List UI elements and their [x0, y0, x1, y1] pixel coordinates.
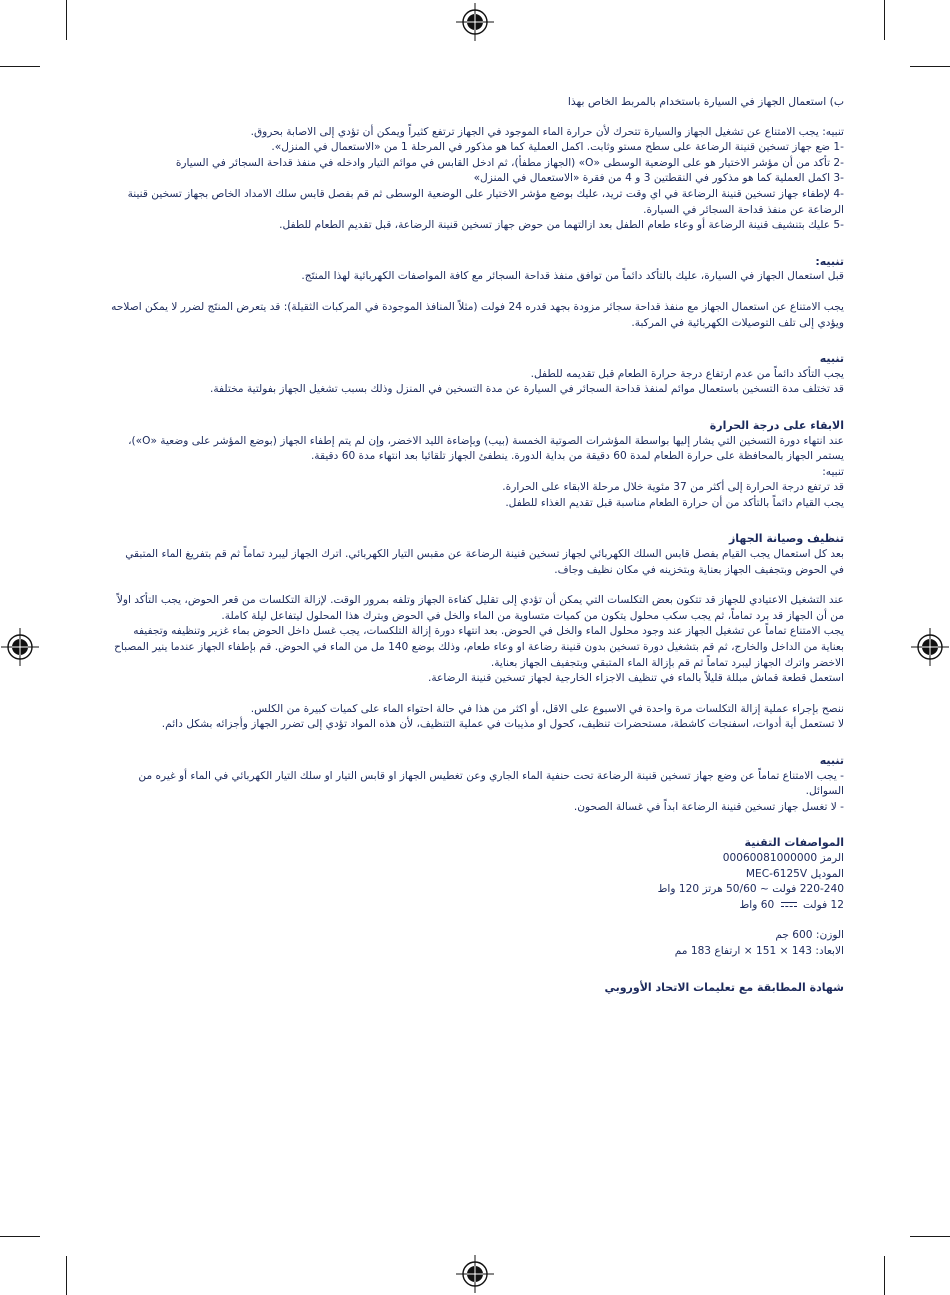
- bullet-item: - يجب الامتناع تماماً عن وضع جهاز تسخين قنينة الرضاعة تحت حنفية الماء الجاري وعن تغطيس الجهاز او قابس التيار او سلك التيار الكهربائي في الماء أو غيره من السوائل.: [138, 769, 844, 798]
- spec-model: الموديل MEC-6125V: [745, 867, 844, 880]
- tech-specs-section: [108, 835, 844, 959]
- paragraph: ننصح بإجراء عملية إزالة التكلسات مرة واحدة في الاسبوع على الاقل، أو اكثر من هذا في حالة احتواء الماء على كميات كبيرة من الكلس.: [250, 702, 844, 715]
- car-use-line: -1 ضع جهاز تسخين قنينة الرضاعة على سطح مستو وثابت. اكمل العملية كما هو مذكور في المرحلة 1 من «الاستعمال في المنزل».: [271, 141, 844, 154]
- section-heading: تنبيه: [819, 352, 844, 366]
- car-use-intro: ب) استعمال الجهاز في السيارة باستخدام بالمربط الخاص بهذا: [567, 95, 844, 108]
- section-heading: تنبيه: [819, 754, 844, 767]
- paragraph: لا تستعمل أية أدوات، اسفنجات كاشطة، مستحضرات تنظيف، كحول او مذيبات في عملية التنظيف، لأن هذه المواد تؤدي إلى تضرر الجهاز وأجزائه بشكل دائم.: [161, 718, 844, 731]
- document-body: [108, 94, 844, 995]
- section-heading: تنظيف وصيانة الجهاز: [728, 532, 844, 546]
- spec-power: 220-240 فولت ~ 50/60 هرتز 120 واط: [657, 883, 844, 896]
- section-heading: الابقاء على درجة الحرارة: [709, 418, 844, 432]
- direct-current-icon: [781, 902, 797, 908]
- paragraph: يجب الامتناع عن استعمال الجهاز مع منفذ قداحة سجائر مزودة بجهد قدره 24 فولت (مثلاً المنافذ الموجودة في المركبات الثقيلة): قد يتعرض المنتَج لضرر لا يمكن اصلاحه ويؤدي إلى تلف التوصيلات الكهربائية في المركبة.: [111, 300, 844, 329]
- crop-mark-top-right-v: [884, 0, 885, 40]
- spec-weight: الوزن: 600 جم: [775, 929, 844, 942]
- spec-code: الرمز 00060081000000: [722, 851, 844, 864]
- registration-mark-top-icon: [456, 3, 494, 41]
- eu-conformity-heading: شهادة المطابقة مع تعليمات الاتحاد الأوروبي: [604, 980, 844, 994]
- spec-dc-voltage: 12 فولت: [802, 898, 844, 911]
- paragraph: استعمل قطعة قماش مبللة قليلاً بالماء في تنظيف الاجزاء الخارجية لجهاز تسخين قنينة الرضاعة.: [427, 672, 844, 685]
- paragraph: بعد كل استعمال يجب القيام بفصل قابس السلك الكهربائي لجهاز تسخين قنينة الرضاعة عن مقبس التيار الكهربائي. اترك الجهاز ليبرد تماماً ثم قم بتفريغ الماء المتبقي في الحوض وبتجفيف الجهاز بعناية وبتخزينه في مكان نظيف وجاف.: [125, 548, 844, 576]
- bullet-item: - لا تغسل جهاز تسخين قنينة الرضاعة ابداً في غسالة الصحون.: [573, 800, 844, 813]
- crop-mark-top-left-v: [66, 0, 67, 40]
- crop-mark-top-right-h: [910, 66, 950, 67]
- crop-mark-bottom-right-v: [884, 1256, 885, 1295]
- car-use-line: -3 اكمل العملية كما هو مذكور في النقطتين 3 و 4 من فقرة «الاستعمال في المنزل»: [473, 172, 844, 185]
- paragraph: عند انتهاء دورة التسخين التي يشار إليها بواسطة المؤشرات الصوتية الخمسة (بيب) وبإضاءة الليد الاخضر، وإن لم يتم إطفاء الجهاز (بوضع المؤشر على وضعية «O»)، يستمر الجهاز بالمحافظة على حرارة الطعام لمدة 60 دقيقة من بداية الدورة. ينطفئ الجهاز تلقائيا بعد انتهاء مدة 60 دقيقة.: [128, 434, 844, 463]
- paragraph: قبل استعمال الجهاز في السيارة، عليك بالتأكد دائماً من توافق منفذ قداحة السجائر مع كافة المواصفات الكهربائية لهذا المنتَج.: [301, 270, 844, 283]
- keep-warm-section: [108, 418, 844, 512]
- note-label: تنبيه:: [822, 465, 844, 478]
- warning-cigarette-lighter: [108, 254, 844, 331]
- spec-dc-power: [108, 898, 844, 914]
- paragraph: يجب التأكد دائماً من عدم ارتفاع درجة حرارة الطعام قبل تقديمه للطفل.: [530, 367, 844, 380]
- paragraph: يجب القيام دائماً بالتأكد من أن حرارة الطعام مناسبة قبل تقديم الغذاء للطفل.: [505, 496, 844, 509]
- paragraph: قد ترتفع درجة الحرارة إلى أكثر من 37 مئوية خلال مرحلة الابقاء على الحرارة.: [502, 481, 844, 494]
- registration-mark-right-icon: [911, 628, 949, 666]
- car-use-line: -5 عليك بتنشيف قنينة الرضاعة أو وعاء طعام الطفل بعد ازالتهما من حوض جهاز تسخين قنينة الرضاعة، قبل تقديم الطعام للطفل.: [279, 219, 844, 232]
- paragraph: يجب الامتناع تماماً عن تشغيل الجهاز عند وجود محلول الماء والخل في الحوض. بعد انتهاء دورة إزالة التلكسات، يجب غسل داخل الحوض بماء غزير وتنظيفه وتجفيفه بعناية من الداخل والخارج، ثم قم بتشغيل دورة تسخين بدون قنينة رضاعة او وعاء طعام، وذلك بوضع 140 مل من الماء في الحوض. قم بإطفاء الجهاز عندما ينير المصباح الاخضر واترك الجهاز ليبرد تماماً ثم قم بإزالة الماء المتبقي وبتجفيف الجهاز بعناية.: [114, 625, 844, 669]
- section-heading: تنبيه:: [815, 254, 844, 268]
- warning-water: [108, 753, 844, 815]
- cleaning-section: [108, 531, 844, 733]
- crop-mark-bottom-right-h: [910, 1236, 950, 1237]
- car-use-line: تنبيه: يجب الامتناع عن تشغيل الجهاز والسيارة تتحرك لأن حرارة الماء الموجود في الجهاز ترتفع كثيراً ويمكن أن تؤدي إلى الاصابة بحروق.: [250, 125, 844, 138]
- car-use-line: -4 لإطفاء جهاز تسخين قنينة الرضاعة في اي وقت تريد، عليك بوضع مؤشر الاختيار على الوضعية الوسطى ثم قم بفصل قابس سلك الامداد الخاص بجهاز تسخين قنينة الرضاعة عن منفذ قداحة السجائر في السيارة.: [127, 187, 844, 216]
- spec-dimensions: الابعاد: 143 × 151 × ارتفاع 183 مم: [674, 944, 844, 957]
- registration-mark-left-icon: [1, 628, 39, 666]
- crop-mark-bottom-left-h: [0, 1236, 40, 1237]
- warning-temperature: [108, 351, 844, 398]
- crop-mark-bottom-left-v: [66, 1256, 67, 1295]
- car-use-section: [108, 125, 844, 234]
- paragraph: قد تختلف مدة التسخين باستعمال موائم لمنفذ قداحة السجائر في السيارة عن مدة التسخين في المنزل وذلك بسبب تشغيل الجهاز بفولتية مختلفة.: [209, 383, 844, 396]
- paragraph: عند التشغيل الاعتيادي للجهاز قد تتكون بعض التكلسات التي يمكن أن تؤدي إلى تقليل كفاءة الجهاز وتلفه بمرور الوقت. لإزالة التكلسات من قعر الحوض، يجب التأكد اولاً من أن الجهاز قد برد تماماً، ثم يجب سكب محلول يتكون من كميات متساوية من الماء والخل في الحوض وبترك هذا المحلول ليتفاعل ليلة كاملة.: [116, 594, 844, 622]
- spec-dc-watt: 60 واط: [739, 898, 775, 911]
- registration-mark-bottom-icon: [456, 1255, 494, 1293]
- section-heading: المواصفات التقنية: [744, 836, 844, 850]
- car-use-line: -2 تأكد من أن مؤشر الاختيار هو على الوضعية الوسطى «O» (الجهاز مطفأ)، ثم ادخل القابس في موائم التيار وادخله في منفذ قداحة السجائر في السيارة: [175, 156, 844, 169]
- crop-mark-top-left-h: [0, 66, 40, 67]
